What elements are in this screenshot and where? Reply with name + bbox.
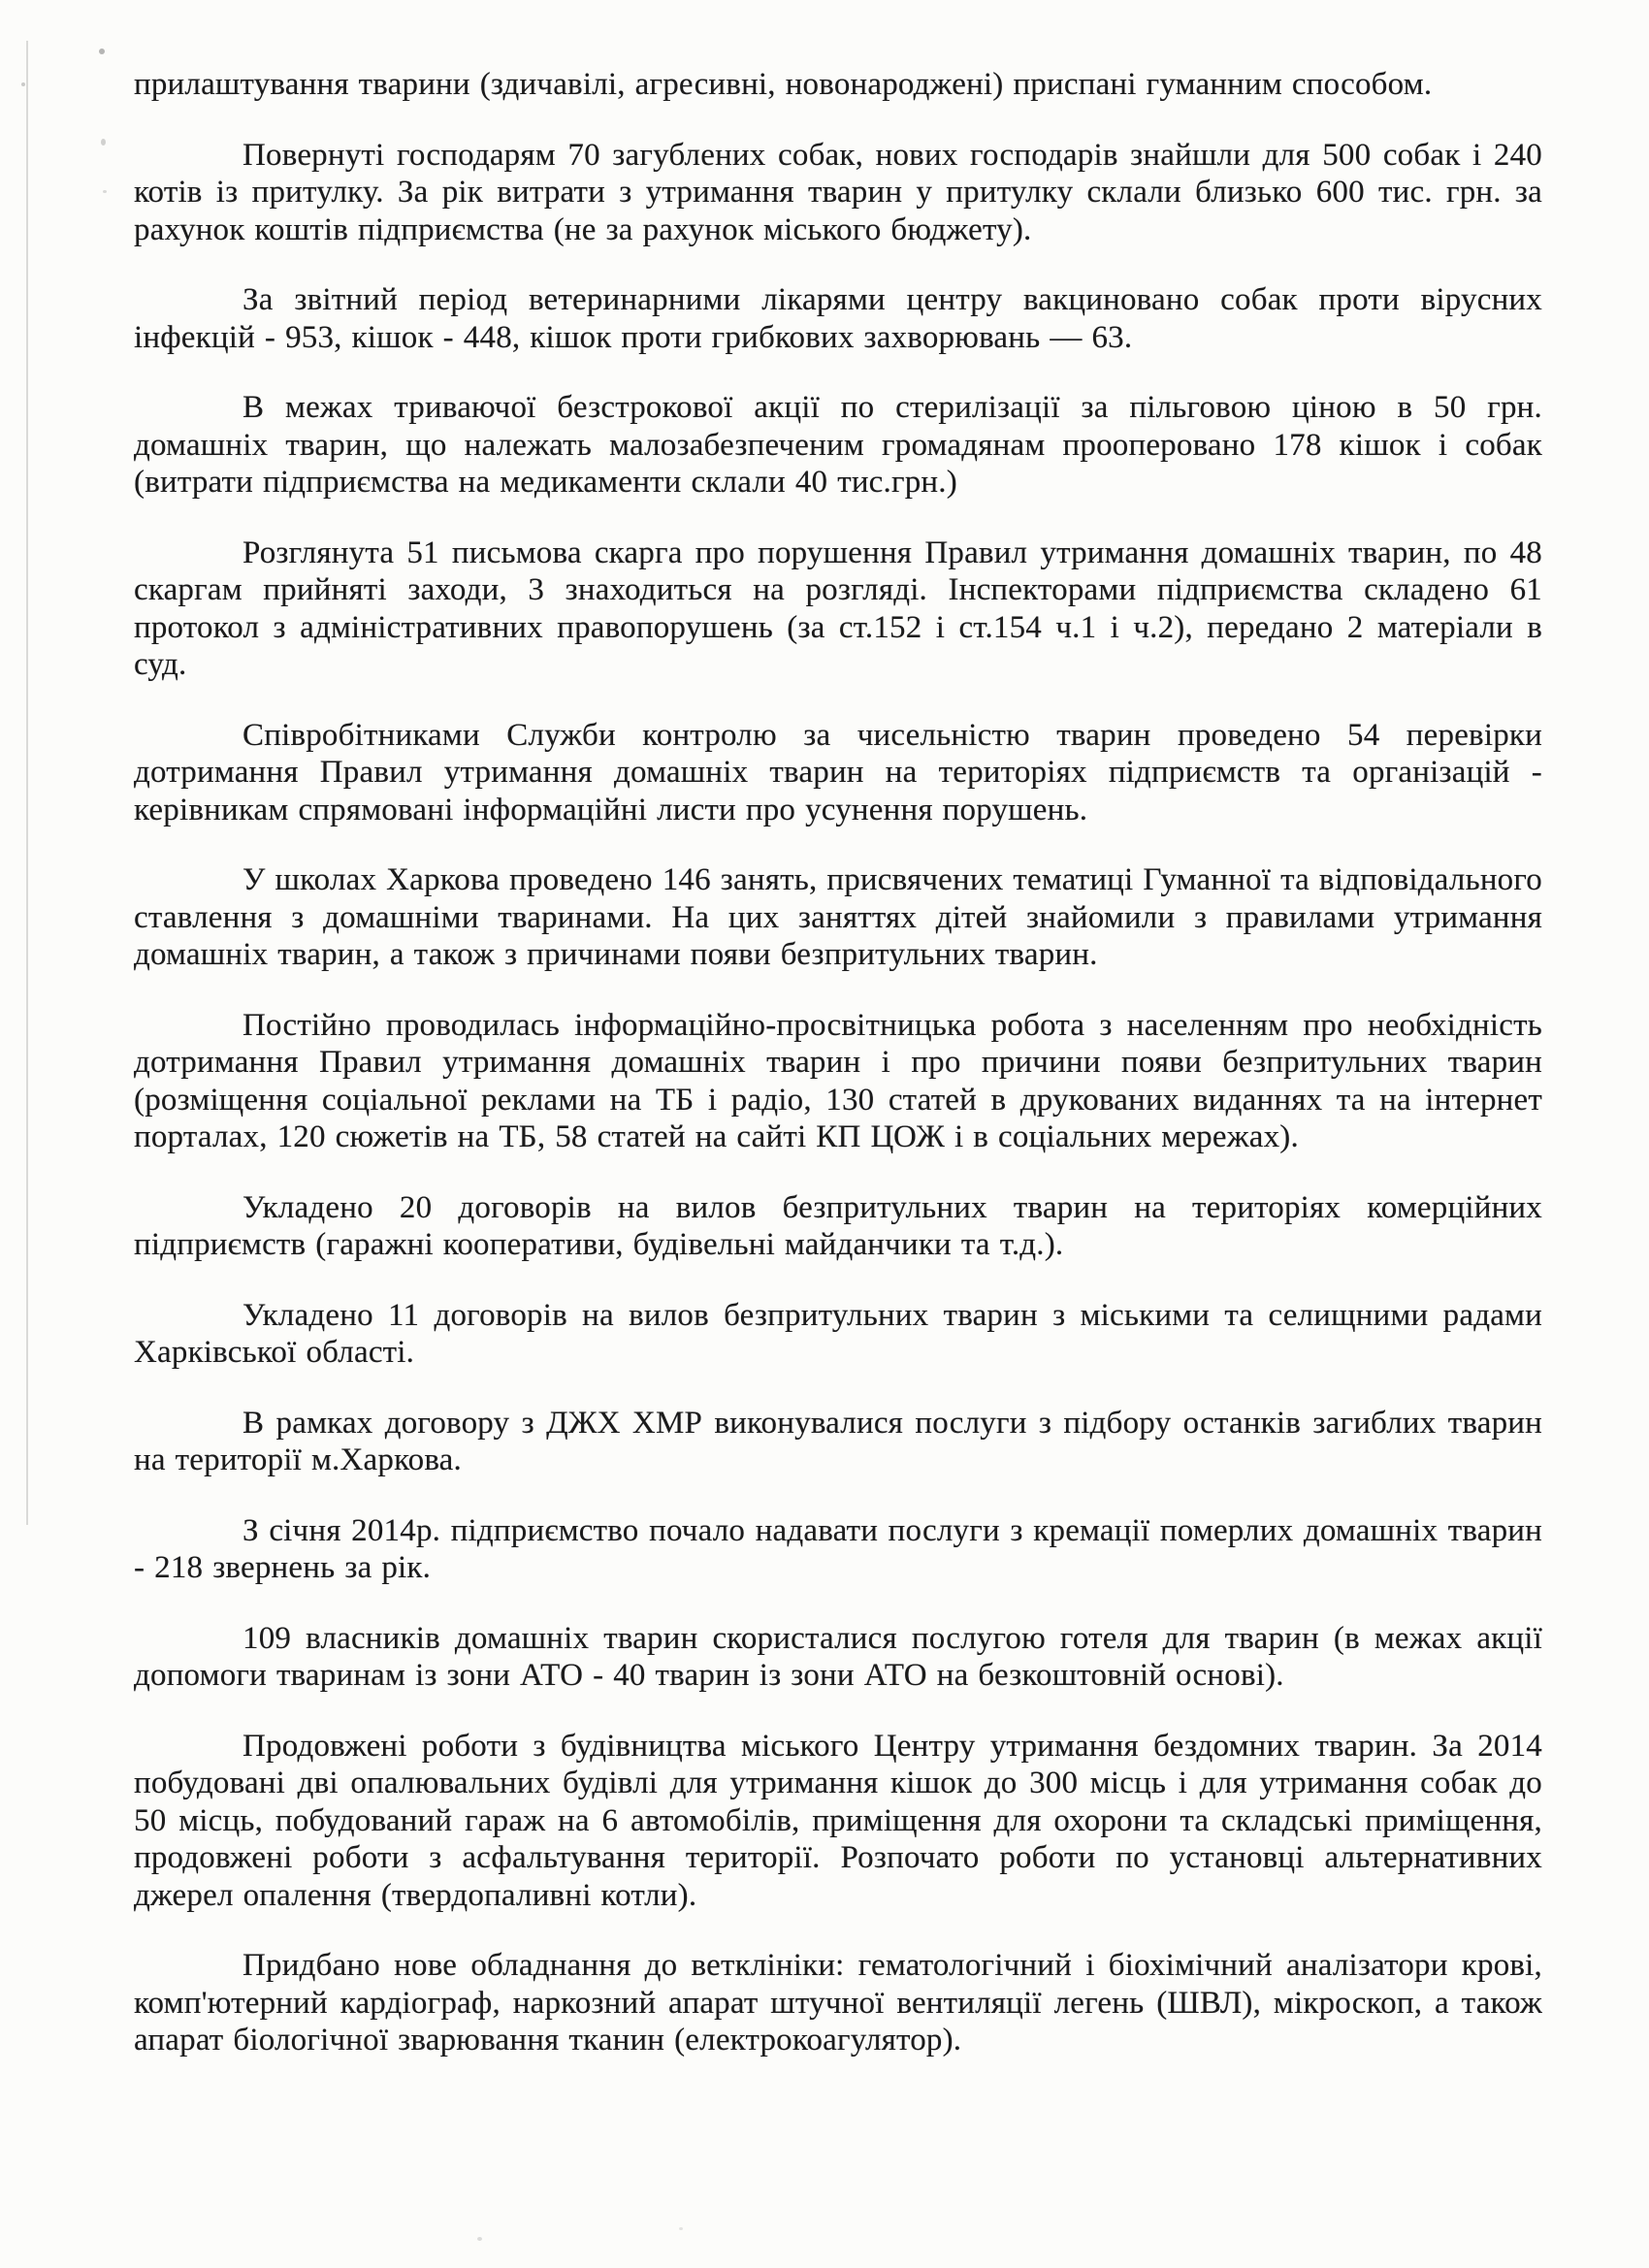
paragraph-14: Продовжені роботи з будівництва міського Центру утримання бездомних тварин. За 2014 побудовані дві опалювальних будівлі для утримання кішок до 300 місць і для утримання собак до 50 місць, побудований гараж на 6 автомобілів, приміщення для охорони та складські приміщення, продовжені роботи з асфальтування території. Розпочато роботи по установці альтернативних джерел опалення (твердопаливні котли). bbox=[134, 1728, 1542, 1913]
scan-speck bbox=[21, 82, 25, 86]
paragraph-9: Укладено 20 договорів на вилов безпритульних тварин на територіях комерційних підприємств (гаражні кооперативи, будівельні майданчики та т.д.). bbox=[134, 1189, 1542, 1262]
paragraph-13: 109 власників домашніх тварин скористалися послугою готеля для тварин (в межах акції допомоги тваринам із зони АТО - 40 тварин із зони АТО на безкоштовній основі). bbox=[134, 1620, 1542, 1693]
scan-speck bbox=[99, 49, 105, 54]
paragraph-4: В межах триваючої безстрокової акції по стерилізації за пільговою ціною в 50 грн. домашніх тварин, що належать малозабезпеченим громадянам прооперовано 178 кішок і собак (витрати підприємства на медикаменти склали 40 тис.грн.) bbox=[134, 390, 1542, 500]
paragraph-12: З січня 2014р. підприємство почало надавати послуги з кремації померлих домашніх тварин - 218 звернень за рік. bbox=[134, 1512, 1542, 1585]
paragraph-1: прилаштування тварини (здичавілі, агресивні, новонароджені) приспані гуманним способом. bbox=[134, 67, 1433, 102]
paragraph-3: За звітний період ветеринарними лікарями центру вакциновано собак проти вірусних інфекцій - 953, кішок - 448, кішок проти грибкових захворювань — 63. bbox=[134, 282, 1542, 355]
paragraph-15: Придбано нове обладнання до ветклініки: гематологічний і біохімічний аналізатори крові, комп'ютерний кардіограф, наркозний апарат штучної вентиляції легень (ШВЛ), мікроскоп, а також апарат біологічної зварювання тканин (електрокоагулятор). bbox=[134, 1948, 1542, 2057]
scan-speck bbox=[477, 2237, 482, 2241]
paragraph-5: Розглянута 51 письмова скарга про порушення Правил утримання домашніх тварин, по 48 скаргам прийняті заходи, 3 знаходиться на розгляді. Інспекторами підприємства складено 61 протокол з адміністративних правопорушень (за ст.152 і ст.154 ч.1 і ч.2), передано 2 матеріали в суд. bbox=[134, 535, 1542, 682]
paragraph-11: В рамках договору з ДЖХ ХМР виконувалися послуги з підбору останків загиблих тварин на території м.Харкова. bbox=[134, 1405, 1542, 1477]
scan-speck bbox=[101, 139, 106, 146]
scan-speck bbox=[679, 2227, 683, 2230]
scan-edge-artifact bbox=[26, 41, 28, 1525]
paragraph-2: Повернуті господарям 70 загублених собак, нових господарів знайшли для 500 собак і 240 котів із притулку. За рік витрати з утримання тварин у притулку склали близько 600 тис. грн. за рахунок коштів підприємства (не за рахунок міського бюджету). bbox=[134, 137, 1542, 247]
paragraph-6: Співробітниками Служби контролю за чисельністю тварин проведено 54 перевірки дотримання Правил утримання домашніх тварин на територіях підприємств та організацій - керівникам спрямовані інформаційні листи про усунення порушень. bbox=[134, 717, 1542, 827]
paragraph-7: У школах Харкова проведено 146 занять, присвячених тематиці Гуманної та відповідального ставлення з домашніми тваринами. На цих заняттях дітей знайомили з правилами утримання домашніх тварин, а також з причинами появи безпритульних тварин. bbox=[134, 862, 1542, 972]
paragraph-8: Постійно проводилась інформаційно-просвітницька робота з населенням про необхідність дотримання Правил утримання домашніх тварин і про причини появи безпритульних тварин (розміщення соціальної реклами на ТБ і радіо, 130 статей в друкованих виданнях та на інтернет порталах, 120 сюжетів на ТБ, 58 статей на сайті КП ЦОЖ і в соціальних мережах). bbox=[134, 1007, 1542, 1154]
paragraph-10: Укладено 11 договорів на вилов безпритульних тварин з міськими та селищними радами Харківської області. bbox=[134, 1297, 1542, 1370]
document-body bbox=[134, 66, 1542, 2092]
scan-speck bbox=[103, 190, 107, 193]
